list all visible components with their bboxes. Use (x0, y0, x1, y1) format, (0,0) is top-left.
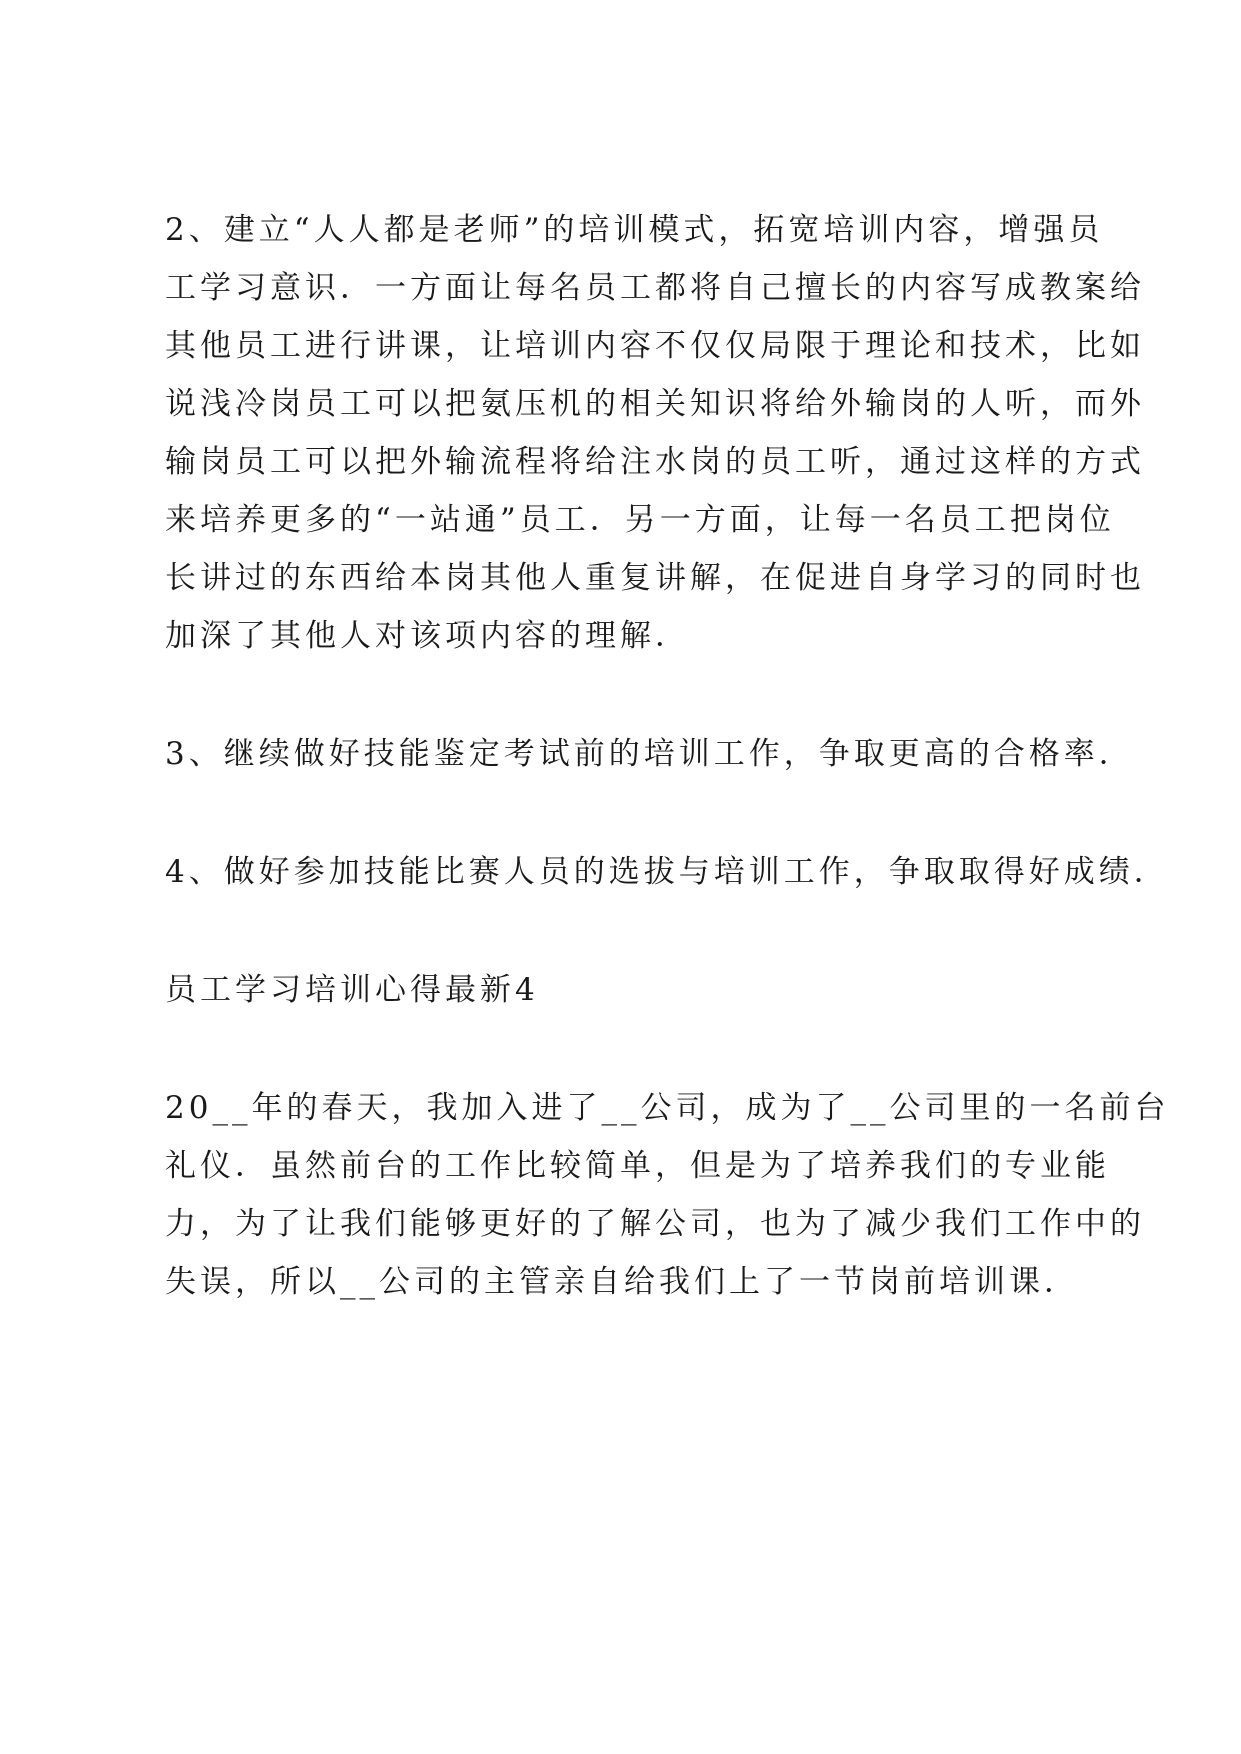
paragraph-5-line: 20__年的春天，我加入进了__公司，成为了__公司里的一名前台 (165, 1090, 1170, 1126)
paragraph-2-line: 长讲过的东西给本岗其他人重复讲解，在促进自身学习的同时也 (165, 560, 1145, 596)
paragraph-3-line: 3、继续做好技能鉴定考试前的培训工作，争取更高的合格率． (165, 736, 1134, 772)
paragraph-5-line: 失误，所以__公司的主管亲自给我们上了一节岗前培训课． (165, 1264, 1079, 1300)
paragraph-2-line: 来培养更多的“一站通”员工．另一方面，让每一名员工把岗位 (165, 502, 1115, 538)
paragraph-2-line: 加深了其他人对该项内容的理解． (165, 618, 690, 654)
paragraph-5-line: 力，为了让我们能够更好的了解公司，也为了减少我们工作中的 (165, 1206, 1145, 1242)
paragraph-4-line: 4、做好参加技能比赛人员的选拔与培训工作，争取取得好成绩． (165, 854, 1169, 890)
paragraph-2-line: 说浅冷岗员工可以把氨压机的相关知识将给外输岗的人听，而外 (165, 386, 1145, 422)
paragraph-2-line: 输岗员工可以把外输流程将给注水岗的员工听，通过这样的方式 (165, 444, 1145, 480)
paragraph-2-line: 其他员工进行讲课，让培训内容不仅仅局限于理论和技术，比如 (165, 328, 1145, 364)
paragraph-5-line: 礼仪．虽然前台的工作比较简单，但是为了培养我们的专业能 (165, 1148, 1110, 1184)
section-heading: 员工学习培训心得最新4 (165, 972, 539, 1008)
paragraph-2-line: 工学习意识．一方面让每名员工都将自己擅长的内容写成教案给 (165, 270, 1145, 306)
paragraph-2-line: 2、建立“人人都是老师”的培训模式，拓宽培训内容，增强员 (165, 212, 1104, 248)
